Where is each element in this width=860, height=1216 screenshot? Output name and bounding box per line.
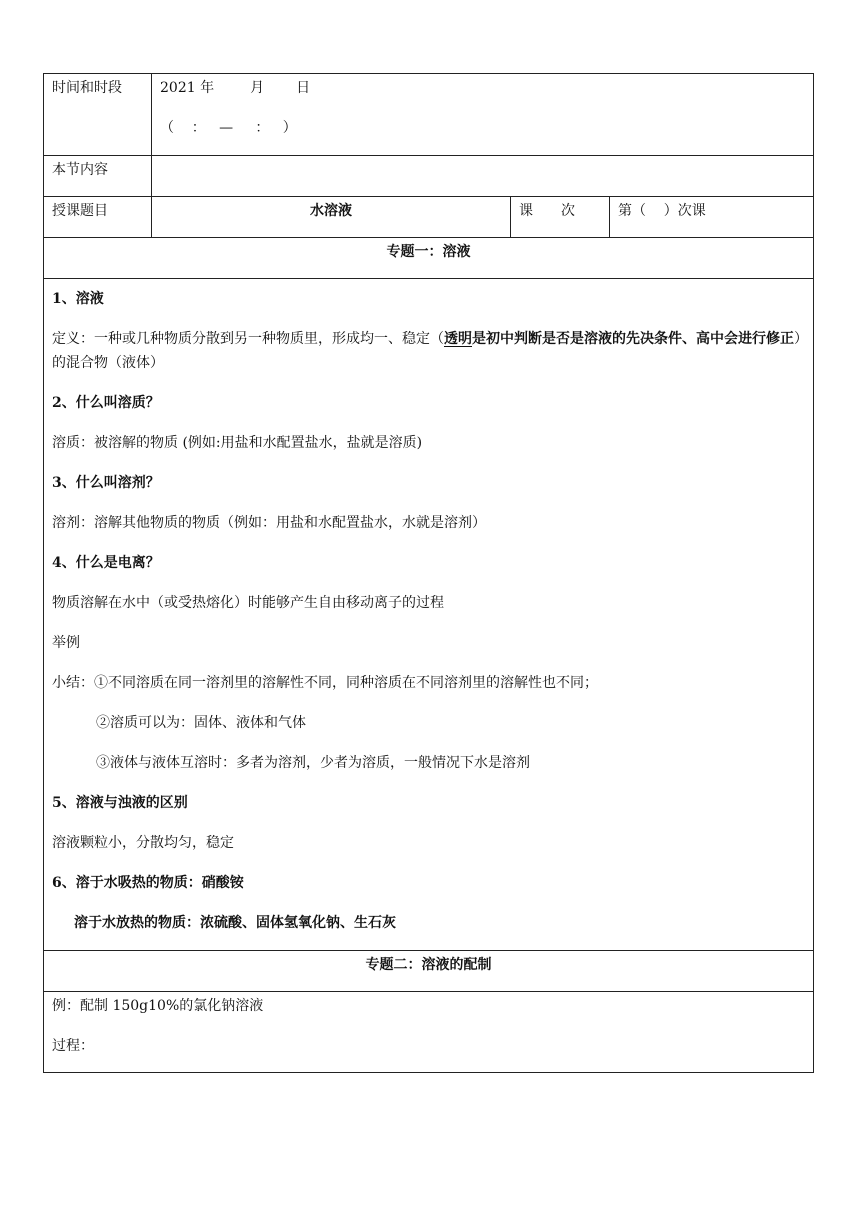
content-value bbox=[152, 156, 814, 197]
section1-title-row bbox=[44, 238, 814, 279]
definition-paragraph bbox=[52, 327, 805, 375]
time-label: 时间和时段 bbox=[44, 74, 152, 156]
section2-title: 专题二：溶液的配制 bbox=[44, 951, 814, 992]
section1-body-row bbox=[44, 279, 814, 951]
topic-label: 授课题目 bbox=[44, 197, 152, 238]
lesson-value: 第（ ）次课 bbox=[610, 197, 814, 238]
heading-endothermic: 6、溶于水吸热的物质：硝酸铵 bbox=[52, 875, 244, 891]
heading-solute: 2、什么叫溶质？ bbox=[52, 395, 160, 411]
section2-body-row bbox=[44, 992, 814, 1073]
process-label: 过程： bbox=[52, 1038, 94, 1054]
heading-difference: 5、溶液与浊液的区别 bbox=[52, 795, 188, 811]
section1-body bbox=[44, 279, 814, 951]
exothermic-line: 溶于水放热的物质：浓硫酸、固体氢氧化钠、生石灰 bbox=[74, 915, 396, 931]
date-line bbox=[160, 78, 805, 98]
definition-prefix: 定义：一种或几种物质分散到另一种物质里，形成均一、稳定（ bbox=[52, 331, 444, 347]
definition-underlined: 透明 bbox=[444, 331, 472, 347]
heading-ionization: 4、什么是电离？ bbox=[52, 555, 160, 571]
topic-value: 水溶液 bbox=[152, 197, 511, 238]
solvent-paragraph: 溶剂：溶解其他物质的物质（例如：用盐和水配置盐水，水就是溶剂） bbox=[52, 515, 486, 531]
definition-bold: 是初中判断是否是溶液的先决条件、高中会进行修正 bbox=[472, 331, 794, 347]
time-cell bbox=[152, 74, 814, 156]
summary-3: ③液体与液体互溶时：多者为溶剂，少者为溶质，一般情况下水是溶剂 bbox=[96, 755, 530, 771]
summary-2: ②溶质可以为：固体、液体和气体 bbox=[96, 715, 306, 731]
month-text: 月 bbox=[250, 80, 265, 96]
heading-solvent: 3、什么叫溶剂？ bbox=[52, 475, 160, 491]
content-label: 本节内容 bbox=[44, 156, 152, 197]
solute-paragraph: 溶质：被溶解的物质 (例如:用盐和水配置盐水，盐就是溶质) bbox=[52, 435, 423, 451]
content-row bbox=[44, 156, 814, 197]
lesson-label: 课 次 bbox=[511, 197, 610, 238]
section2-body bbox=[44, 992, 814, 1073]
definition-suffix: ）的混合物（液体） bbox=[52, 331, 801, 371]
topic-row bbox=[44, 197, 814, 238]
time-row bbox=[44, 74, 814, 156]
year-text: 2021 年 bbox=[160, 80, 215, 96]
heading-solution: 1、溶液 bbox=[52, 291, 104, 307]
lesson-table bbox=[43, 73, 814, 1073]
time-range-text: （ ： — ： ） bbox=[160, 120, 297, 136]
section1-title: 专题一：溶液 bbox=[44, 238, 814, 279]
day-text: 日 bbox=[296, 80, 311, 96]
example-text: 举例 bbox=[52, 635, 80, 651]
difference-paragraph: 溶液颗粒小，分散均匀，稳定 bbox=[52, 835, 234, 851]
summary-1: 小结：①不同溶质在同一溶剂里的溶解性不同，同种溶质在不同溶剂里的溶解性也不同； bbox=[52, 675, 598, 691]
ionization-paragraph: 物质溶解在水中（或受热熔化）时能够产生自由移动离子的过程 bbox=[52, 595, 444, 611]
preparation-example: 例：配制 150g10%的氯化钠溶液 bbox=[52, 998, 264, 1014]
section2-title-row bbox=[44, 951, 814, 992]
